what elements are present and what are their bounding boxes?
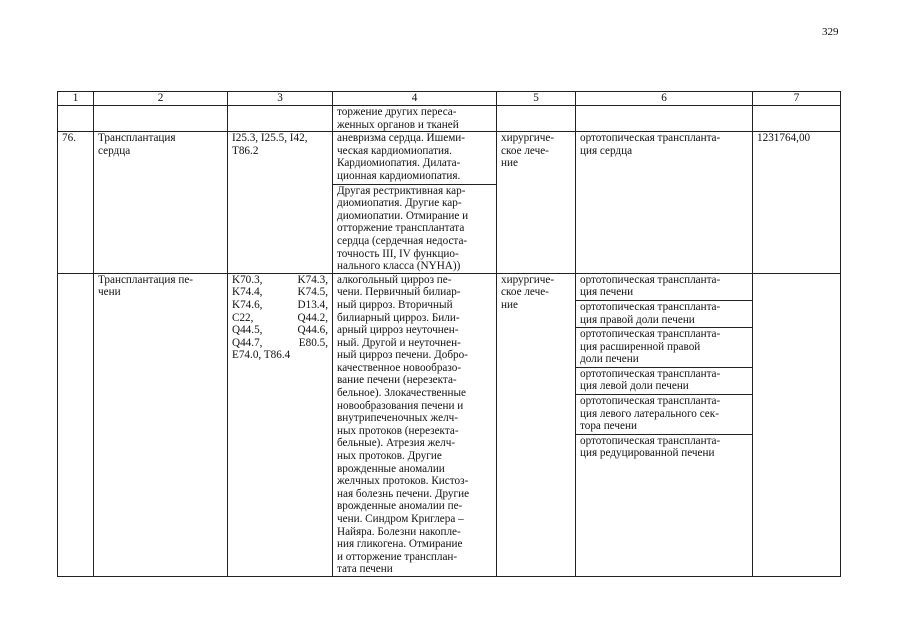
continuation-row (58, 106, 841, 132)
treatment-methods-cell (576, 273, 753, 576)
col-header: 4 (333, 92, 497, 106)
diagnosis-text: алкогольный цирроз пе- чени. Первичный билиар- ный цирроз. Вторичный билиарный цирроз. Били- арный цирроз неуточнен- ный. Другой и неуточнен- ный цирроз печени. Добро- качественное новообразо- вание печени (нерезекта- бельное). Злокачественные новообразования печени и внутрипеченочных желч- ных протоков (нерезекта- бельные). Атрезия желч- ных протоков. Другие врожденные аномалии желчных протоков. Кистоз- ная болезнь печени. Другие врожденные аномалии пе- чени. Синдром Криглера – Найяра. Болезни накопле- ния гликогена. Отмирание и отторжение трансплан- тата печени (333, 273, 497, 576)
diagnosis-text: аневризма сердца. Ишеми- ческая кардиомиопатия. Кардиомиопатия. Дилата- ционная кардиомиопатия. (337, 132, 466, 182)
table-row (58, 273, 841, 576)
treatment-method: ортотопическая трансплантa- ция редуцированной печени (576, 434, 752, 460)
icd-code: E74.0, T86.4 (232, 349, 291, 362)
treatment-method: ортотопическая трансплантa- ция печени (580, 273, 721, 299)
col-header: 1 (58, 92, 94, 106)
col-header: 3 (228, 92, 333, 106)
price: 1231764,00 (753, 132, 841, 274)
col-header: 7 (753, 92, 841, 106)
icd-code: C22, (232, 311, 254, 324)
treatment-type: хирургиче- ское лече- ние (497, 273, 576, 576)
icd-code: Q44.7, (232, 336, 263, 349)
col-header: 2 (94, 92, 228, 106)
diagnosis-cell (333, 132, 497, 274)
icd-code: K74.3, (297, 273, 328, 286)
icd-codes (228, 273, 333, 576)
treatment-method: ортотопическая трансплантa- ция левой доли печени (576, 367, 752, 393)
treatment-method: ортотопическая трансплантa- ция левого латерального сек- тора печени (576, 394, 752, 433)
table-row (58, 132, 841, 274)
icd-code: Q44.6, (297, 324, 328, 337)
diagnosis-text: Другая рестриктивная кар- диомиопатия. Другие кар- диомиопатии. Отмирание и отторжение трансплантата сердца (сердечная недоста- точность III, IV функцио- нального класса (NYHA)) (333, 184, 496, 273)
procedure-name: Трансплантация сердца (94, 132, 228, 274)
icd-code: Q44.5, (232, 324, 263, 337)
col-header: 5 (497, 92, 576, 106)
icd-code: E80.5, (298, 336, 328, 349)
column-number-row (58, 92, 841, 106)
page-number: 329 (822, 26, 839, 38)
treatment-method: ортотопическая трансплантa- ция сердца (576, 132, 753, 274)
icd-code: K70.3, (232, 273, 263, 286)
procedure-name: Трансплантация пе- чени (94, 273, 228, 576)
continuation-description: торжение других переса- женных органов и тканей (333, 106, 497, 132)
icd-code: Q44.2, (297, 311, 328, 324)
icd-code: K74.6, (232, 298, 263, 311)
treatment-type: хирургиче- ское лече- ние (497, 132, 576, 274)
icd-code: K74.4, (232, 286, 263, 299)
icd-codes: I25.3, I25.5, I42, T86.2 (228, 132, 333, 274)
row-number: 76. (58, 132, 94, 274)
procedures-table (57, 91, 841, 577)
col-header: 6 (576, 92, 753, 106)
icd-code: K74.5, (297, 286, 328, 299)
icd-code: D13.4, (297, 298, 328, 311)
treatment-method: ортотопическая трансплантa- ция правой доли печени (576, 300, 752, 326)
treatment-method: ортотопическая трансплантa- ция расширенной правой доли печени (576, 327, 752, 366)
